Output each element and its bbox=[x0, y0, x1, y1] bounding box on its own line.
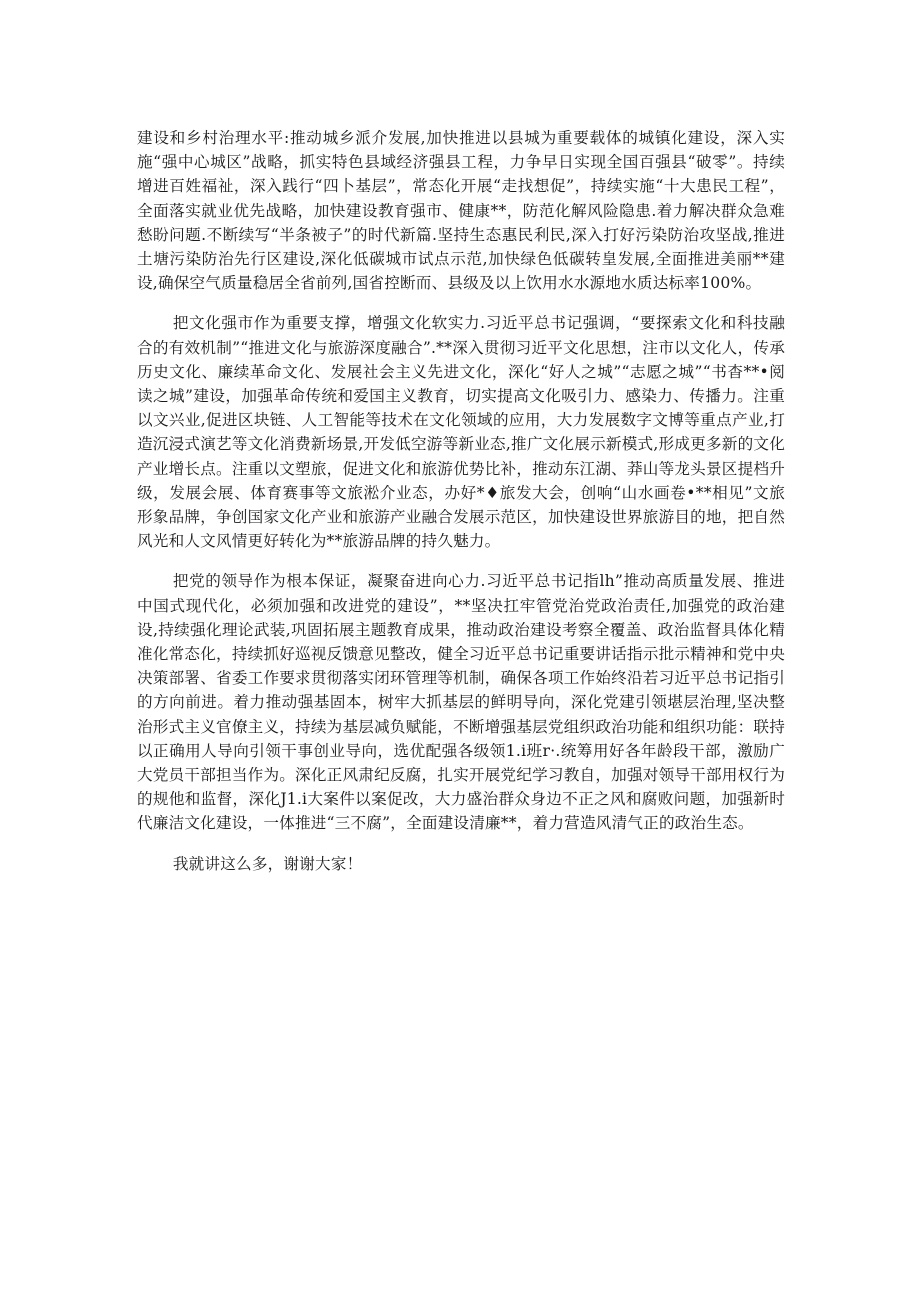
paragraph-1: 建设和乡村治理水平:推动城乡派介发展,加快推进以县城为重要载体的城镇化建设，深入实施“强中心城区”战略，抓实特色县域经济强县工程，力争早日实现全国百强县“破零”。持续增进百姓福祉，深入践行“四卜基层”，常态化开展“走找想促”，持续实施“十大患民工程”，全面落实就业优先战略，加快建设教育强市、健康**，防范化解风险隐患.着力解决群众急难愁盼问题.不断续写“半条被子”的时代新篇.坚持生态惠民利民,深入打好污染防治攻坚战,推进土塘污染防治先行区建设,深化低碳城市试点示范,加快绿色低碳转皇发展,全面推进美丽**建设,确保空气质量稳居全省前列,国省控断而、县级及以上饮用水水源地水质达标率100%。 bbox=[137, 129, 785, 293]
document-page bbox=[137, 126, 785, 892]
paragraph-3: 把党的领导作为根本保证，凝聚奋进向心力.习近平总书记指lh”推动高质量发展、推进中国式现代化，必须加强和改进党的建设”，**坚决扛牢管党治党政治责任,加强党的政治建设,持续强化理论武装,巩固拓展主题教育成果，推动政治建设考察全覆盖、政治监督具体化精准化常态化，持续抓好巡视反馈意见整改，健全习近平总书记重要讲话指示批示精神和党中央决策部署、省委工作要求贯彻落实闭环管理等机制，确保各项工作始终沿若习近平总书记指引的方向前进。着力推动强基固本，树牢大抓基层的鲜明导向，深化党建引领堪层治理,坚决整治形式主义官僚主义，持续为基层减负赋能，不断增强基层党组织政治功能和组织功能：联持以正确用人导向引领干事创业导向，选优配强各级领1.i班r·.统筹用好各年龄段干部，激励广大党员干部担当作为。深化正风肃纪反腐，扎实开展党纪学习教自，加强对领导干部用权行为的规他和监督，深化J1.i大案件以案促改，大力盛治群众身边不正之风和腐败问题，加强新时代廉洁文化建设，一体推进“三不腐”，全面建设清廉**，着力营造风清气正的政治生态。 bbox=[137, 572, 785, 833]
paragraph-closing: 我就讲这么多，谢谢大家！ bbox=[172, 854, 363, 873]
paragraph-2: 把文化强市作为重要支撑，增强文化软实力.习近平总书记强调，“要探索文化和科技融合的有效机制”“推进文化与旅游深度融合”.**深入贯彻习近平文化思想，注市以文化人，传承历史文化、廉续革命文化、发展社会主义先进文化，深化“好人之城”“志愿之城”“书杳**•阅读之城”建设，加强革命传统和爱国主义教育，切实提高文化吸引力、感染力、传播力。注重以文兴业,促进区块链、人工智能等技术在文化领域的应用，大力发展数字文博等重点产业,打造沉浸式演艺等文化消费新场景,开发低空游等新业态,推广文化展示新模式,形成更多新的文化产业增长点。注重以文塑旅，促进文化和旅游优势比补，推动东江湖、莽山等龙头景区提档升级，发展会展、体育赛事等文旅淞介业态，办好*♦旅发大会，创响“山水画卷•**相见”文旅形象品牌，争创国家文化产业和旅游产业融合发展示范区，加快建设世界旅游目的地，把自然风光和人文风情更好转化为**旅游品牌的持久魅力。 bbox=[137, 314, 785, 551]
